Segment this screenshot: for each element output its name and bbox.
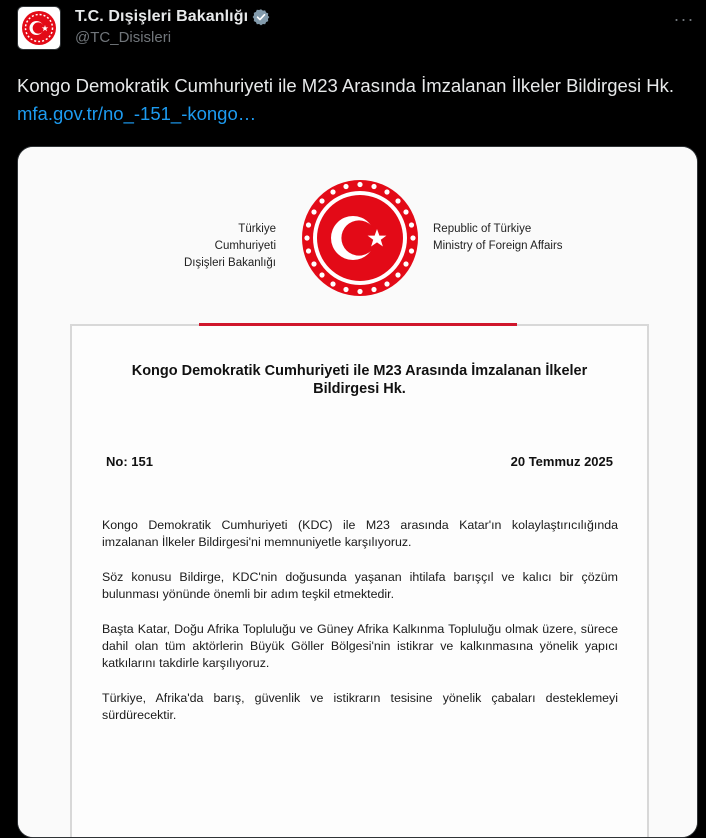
red-divider [199, 323, 517, 326]
logo-right-line1: Republic of Türkiye [433, 223, 532, 235]
display-name[interactable]: T.C. Dışişleri Bakanlığı [75, 8, 249, 25]
verified-badge-icon [252, 8, 270, 26]
tweet-link[interactable]: mfa.gov.tr/no_-151_-kongo… [17, 103, 257, 124]
paragraph: Söz konusu Bildirge, KDC'nin doğusunda yaşanan ihtilafa barışçıl ve kalıcı bir çözüm bulunması yönünde önemli bir adım teşkil etmektedir. [102, 570, 618, 601]
ministry-emblem-icon [299, 177, 421, 299]
logo-right-line2: Ministry of Foreign Affairs [433, 240, 563, 252]
tweet-text [17, 72, 677, 128]
press-release-paper [70, 324, 649, 838]
avatar[interactable] [17, 6, 61, 50]
logo-left-line2: Dışişleri Bakanlığı [183, 257, 276, 269]
paragraph: Kongo Demokratik Cumhuriyeti (KDC) ile M23 arasında Katar'ın kolaylaştırıcılığında imzalanan İlkeler Bildirgesi'ni memnuniyetle karşılıyoruz. [102, 518, 618, 549]
release-date: 20 Temmuz 2025 [510, 454, 613, 469]
document-title-line2: Bildirgesi Hk. [313, 381, 406, 397]
paragraph: Türkiye, Afrika'da barış, güvenlik ve istikrarın tesisine yönelik çabaları desteklemeyi sürdürecektir. [102, 691, 618, 722]
tweet-media-image[interactable] [17, 146, 698, 838]
paragraph: Başta Katar, Doğu Afrika Topluluğu ve Güney Afrika Kalkınma Topluluğu olmak üzere, sürece dahil olan tüm aktörlerin Büyük Göller Bölgesi'nin istikrar ve kalkınmasına yönelik yapıcı katkılarını takdirle karşılıyoruz. [102, 622, 618, 670]
document-title-line1: Kongo Demokratik Cumhuriyeti ile M23 Arasında İmzalanan İlkeler [131, 363, 588, 379]
tweet-body: Kongo Demokratik Cumhuriyeti ile M23 Arasında İmzalanan İlkeler Bildirgesi Hk. [17, 75, 675, 96]
document-title [72, 362, 647, 398]
handle[interactable]: @TC_Disisleri [75, 29, 172, 46]
logo-text-english [433, 221, 633, 255]
logo-text-turkish [176, 221, 276, 272]
logo-left-line1: Türkiye Cumhuriyeti [214, 223, 276, 252]
ministry-emblem-icon [18, 7, 60, 49]
tweet-header [17, 6, 696, 56]
more-options-icon[interactable]: ··· [673, 9, 695, 29]
release-number: No: 151 [106, 454, 153, 469]
